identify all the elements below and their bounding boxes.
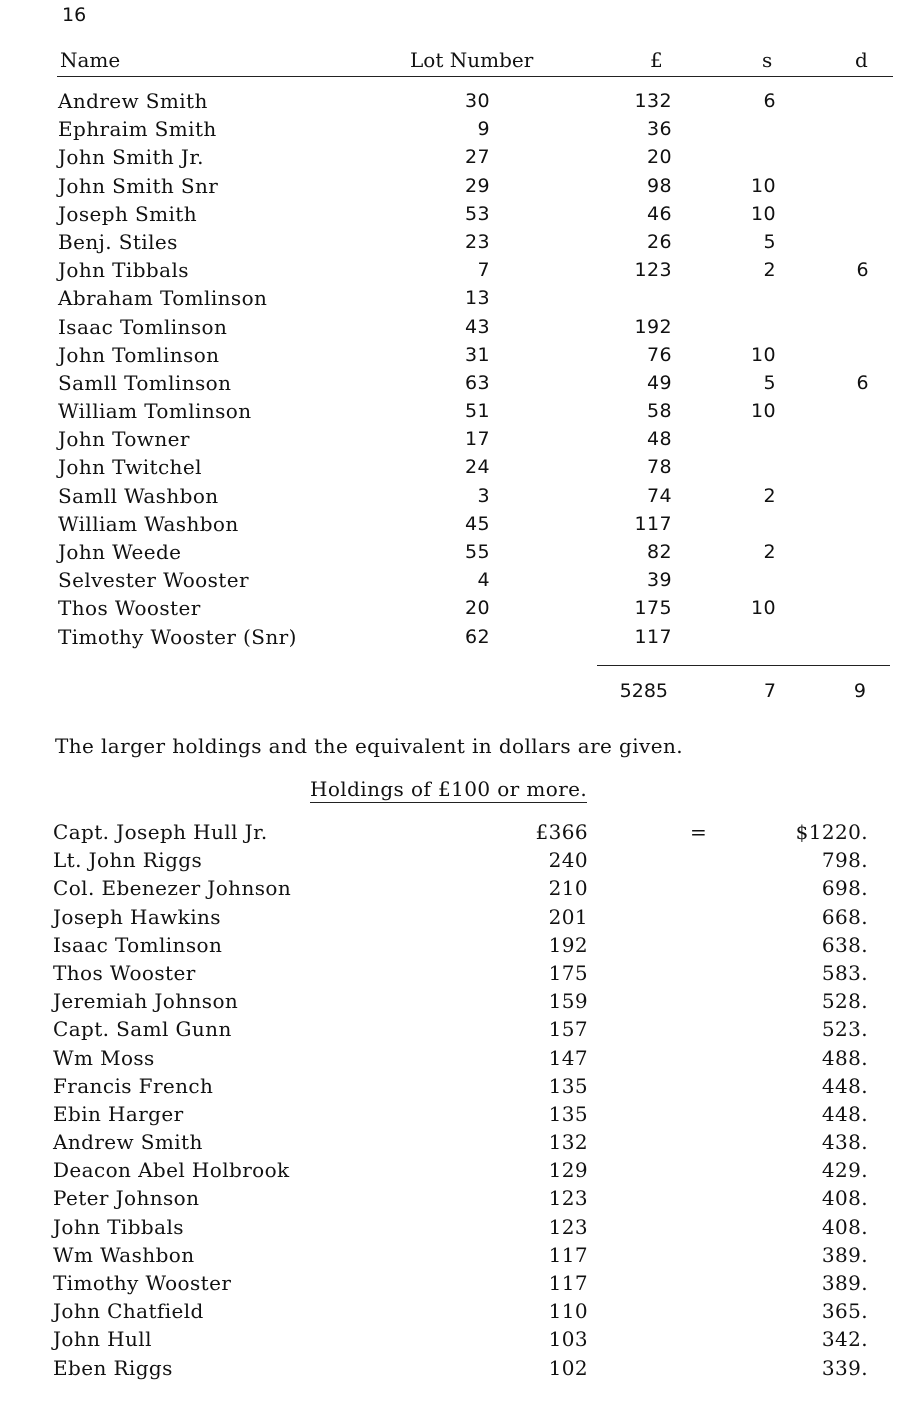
table-row <box>0 313 900 341</box>
holding-pounds: 135 <box>548 1101 588 1126</box>
row-name: Isaac Tomlinson <box>58 314 228 339</box>
holding-name: John Chatfield <box>53 1299 204 1324</box>
row-pounds: 74 <box>647 484 672 507</box>
holding-pounds: 103 <box>548 1327 588 1352</box>
table-row <box>0 256 900 284</box>
holding-row <box>0 1015 900 1043</box>
row-lot-number: 62 <box>465 625 490 648</box>
table-row <box>0 538 900 566</box>
table-row <box>0 369 900 397</box>
holding-pounds: 102 <box>548 1355 588 1380</box>
row-name: Ephraim Smith <box>58 117 217 142</box>
row-lot-number: 30 <box>465 90 490 112</box>
header-lot-number: Lot Number <box>410 48 534 72</box>
holding-dollars: 438. <box>821 1130 868 1155</box>
holding-row <box>0 818 900 846</box>
row-name: Samll Washbon <box>58 483 219 508</box>
holding-dollars: 523. <box>821 1017 868 1042</box>
header-shillings: s <box>762 48 773 72</box>
row-name: William Washbon <box>58 511 239 536</box>
row-name: Timothy Wooster (Snr) <box>58 624 297 649</box>
holding-row <box>0 1354 900 1382</box>
row-lot-number: 9 <box>477 118 490 141</box>
row-pounds: 58 <box>647 400 672 423</box>
header-rule <box>57 76 893 77</box>
holding-dollars: 448. <box>821 1073 868 1098</box>
row-lot-number: 7 <box>477 259 490 282</box>
row-lot-number: 51 <box>465 400 490 423</box>
row-name: John Towner <box>58 427 190 452</box>
holding-pounds: 157 <box>548 1017 588 1042</box>
holding-row <box>0 874 900 902</box>
holding-name: Lt. John Riggs <box>53 848 203 873</box>
holding-pounds: 159 <box>548 989 588 1014</box>
row-pounds: 46 <box>647 202 672 225</box>
row-shillings: 10 <box>751 343 776 366</box>
row-name: Abraham Tomlinson <box>58 286 268 311</box>
row-pounds: 123 <box>634 259 672 282</box>
holding-name: Col. Ebenezer Johnson <box>53 876 292 901</box>
holding-name: Eben Riggs <box>53 1355 173 1380</box>
holding-name: Capt. Saml Gunn <box>53 1017 232 1042</box>
holding-row <box>0 1044 900 1072</box>
page-number: 16 <box>62 4 87 26</box>
holding-pounds: 147 <box>548 1045 588 1070</box>
row-lot-number: 24 <box>465 456 490 479</box>
holding-row <box>0 1213 900 1241</box>
holding-row <box>0 1072 900 1100</box>
total-shillings: 7 <box>763 680 776 702</box>
row-pounds: 192 <box>634 315 672 338</box>
row-pounds: 78 <box>647 456 672 479</box>
holding-dollars: 528. <box>821 989 868 1014</box>
row-shillings: 5 <box>763 371 776 394</box>
row-lot-number: 53 <box>465 202 490 225</box>
holding-pounds: 132 <box>548 1130 588 1155</box>
holding-dollars: 408. <box>821 1214 868 1239</box>
table-row <box>0 115 900 143</box>
row-shillings: 10 <box>751 400 776 423</box>
table-row <box>0 87 900 115</box>
row-name: John Weede <box>58 540 182 564</box>
holding-name: Francis French <box>53 1073 214 1098</box>
row-lot-number: 3 <box>477 484 490 507</box>
holding-name: Wm Moss <box>53 1045 155 1070</box>
table-row <box>0 200 900 228</box>
row-lot-number: 4 <box>477 569 490 592</box>
lot-table <box>0 87 900 651</box>
row-pounds: 76 <box>647 343 672 366</box>
holding-name: John Hull <box>53 1327 152 1352</box>
row-lot-number: 27 <box>465 146 490 169</box>
holding-dollars: 389. <box>821 1242 868 1267</box>
holding-dollars: 698. <box>821 876 868 901</box>
row-name: John Tibbals <box>58 258 189 283</box>
holding-pounds: 201 <box>548 904 588 929</box>
holding-dollars: 365. <box>821 1299 868 1324</box>
holding-dollars: 488. <box>821 1045 868 1070</box>
row-lot-number: 17 <box>465 428 490 451</box>
holding-dollars: 798. <box>821 848 868 873</box>
total-pounds: 5285 <box>619 680 668 702</box>
holding-pounds: 117 <box>548 1242 588 1267</box>
table-row <box>0 623 900 651</box>
row-pounds: 98 <box>647 174 672 197</box>
holding-dollars: 583. <box>821 960 868 985</box>
row-lot-number: 23 <box>465 230 490 253</box>
holding-pounds: 123 <box>548 1186 588 1211</box>
row-lot-number: 29 <box>465 174 490 197</box>
row-shillings: 2 <box>763 484 776 507</box>
holding-pounds: £366 <box>535 820 588 844</box>
row-lot-number: 13 <box>465 287 490 310</box>
holding-pounds: 129 <box>548 1158 588 1183</box>
holding-row <box>0 959 900 987</box>
holding-name: Timothy Wooster <box>53 1271 232 1295</box>
holding-pounds: 123 <box>548 1214 588 1239</box>
total-pence: 9 <box>853 680 866 702</box>
holding-row <box>0 987 900 1015</box>
holding-row <box>0 1100 900 1128</box>
holding-pounds: 210 <box>548 876 588 901</box>
holding-name: Ebin Harger <box>53 1101 184 1126</box>
row-pence: 6 <box>856 259 869 282</box>
holding-dollars: 389. <box>821 1271 868 1295</box>
row-lot-number: 31 <box>465 343 490 366</box>
holding-row <box>0 1325 900 1353</box>
holding-row <box>0 1269 900 1297</box>
holding-dollars: 342. <box>821 1327 868 1352</box>
holding-name: Andrew Smith <box>53 1130 203 1155</box>
holding-name: Jeremiah Johnson <box>53 989 239 1014</box>
row-lot-number: 20 <box>465 597 490 620</box>
holding-row <box>0 931 900 959</box>
row-lot-number: 45 <box>465 512 490 535</box>
table-row <box>0 566 900 594</box>
row-shillings: 10 <box>751 597 776 620</box>
row-name: John Smith Snr <box>58 173 219 198</box>
row-lot-number: 55 <box>465 541 490 563</box>
holding-dollars: 448. <box>821 1101 868 1126</box>
table-row <box>0 425 900 453</box>
intro-paragraph: The larger holdings and the equivalent in dollars are given. <box>55 734 684 758</box>
row-name: William Tomlinson <box>58 399 252 424</box>
row-shillings: 10 <box>751 202 776 225</box>
holding-pounds: 192 <box>548 932 588 957</box>
row-shillings: 6 <box>763 90 776 112</box>
row-pounds: 49 <box>647 371 672 394</box>
row-pounds: 117 <box>634 625 672 648</box>
table-row <box>0 143 900 171</box>
holding-name: Isaac Tomlinson <box>53 932 223 957</box>
table-row <box>0 594 900 622</box>
holding-name: Wm Washbon <box>53 1242 195 1267</box>
total-rule <box>597 665 890 666</box>
row-name: Selvester Wooster <box>58 568 249 593</box>
holding-row <box>0 1297 900 1325</box>
holding-row <box>0 846 900 874</box>
holding-dollars: 429. <box>821 1158 868 1183</box>
holding-dollars: 668. <box>821 904 868 929</box>
row-pence: 6 <box>856 371 869 394</box>
row-pounds: 48 <box>647 428 672 451</box>
holdings-heading: Holdings of £100 or more. <box>310 777 588 801</box>
holding-dollars: 638. <box>821 932 868 957</box>
row-name: Samll Tomlinson <box>58 370 232 395</box>
row-shillings: 2 <box>763 259 776 282</box>
row-shillings: 5 <box>763 230 776 253</box>
holding-pounds: 110 <box>548 1299 588 1324</box>
row-lot-number: 63 <box>465 371 490 394</box>
holding-pounds: 117 <box>548 1271 588 1295</box>
holdings-table <box>0 818 900 1382</box>
row-name: Benj. Stiles <box>58 229 178 254</box>
row-pounds: 117 <box>634 512 672 535</box>
row-name: John Twitchel <box>58 455 202 480</box>
header-pence: d <box>855 48 868 72</box>
header-pounds: £ <box>650 48 663 72</box>
row-name: Thos Wooster <box>58 596 201 621</box>
table-row <box>0 284 900 312</box>
holding-pounds: 175 <box>548 960 588 985</box>
table-row <box>0 341 900 369</box>
row-shillings: 2 <box>763 541 776 563</box>
table-row <box>0 482 900 510</box>
row-name: Joseph Smith <box>58 201 197 226</box>
equals-sign: = <box>690 820 708 844</box>
table-row <box>0 228 900 256</box>
holding-row <box>0 1156 900 1184</box>
row-pounds: 26 <box>647 230 672 253</box>
table-row <box>0 453 900 481</box>
row-shillings: 10 <box>751 174 776 197</box>
row-pounds: 36 <box>647 118 672 141</box>
holding-dollars: $1220. <box>795 820 868 844</box>
holding-row <box>0 1241 900 1269</box>
row-pounds: 20 <box>647 146 672 169</box>
holding-name: John Tibbals <box>53 1214 184 1239</box>
holding-dollars: 408. <box>821 1186 868 1211</box>
holding-row <box>0 1184 900 1212</box>
holding-row <box>0 1128 900 1156</box>
table-row <box>0 510 900 538</box>
table-row <box>0 397 900 425</box>
row-pounds: 175 <box>634 597 672 620</box>
holding-dollars: 339. <box>821 1355 868 1380</box>
row-name: Andrew Smith <box>58 89 208 113</box>
row-pounds: 82 <box>647 541 672 563</box>
header-name: Name <box>60 48 121 72</box>
row-lot-number: 43 <box>465 315 490 338</box>
holding-name: Joseph Hawkins <box>53 904 221 929</box>
holding-pounds: 240 <box>548 848 588 873</box>
holding-row <box>0 903 900 931</box>
row-pounds: 132 <box>634 90 672 112</box>
row-pounds: 39 <box>647 569 672 592</box>
holding-name: Thos Wooster <box>53 960 196 985</box>
row-name: John Smith Jr. <box>58 145 204 170</box>
holding-name: Capt. Joseph Hull Jr. <box>53 820 268 844</box>
table-row <box>0 172 900 200</box>
holding-name: Deacon Abel Holbrook <box>53 1158 290 1183</box>
row-name: John Tomlinson <box>58 342 220 367</box>
holding-name: Peter Johnson <box>53 1186 200 1211</box>
holding-pounds: 135 <box>548 1073 588 1098</box>
